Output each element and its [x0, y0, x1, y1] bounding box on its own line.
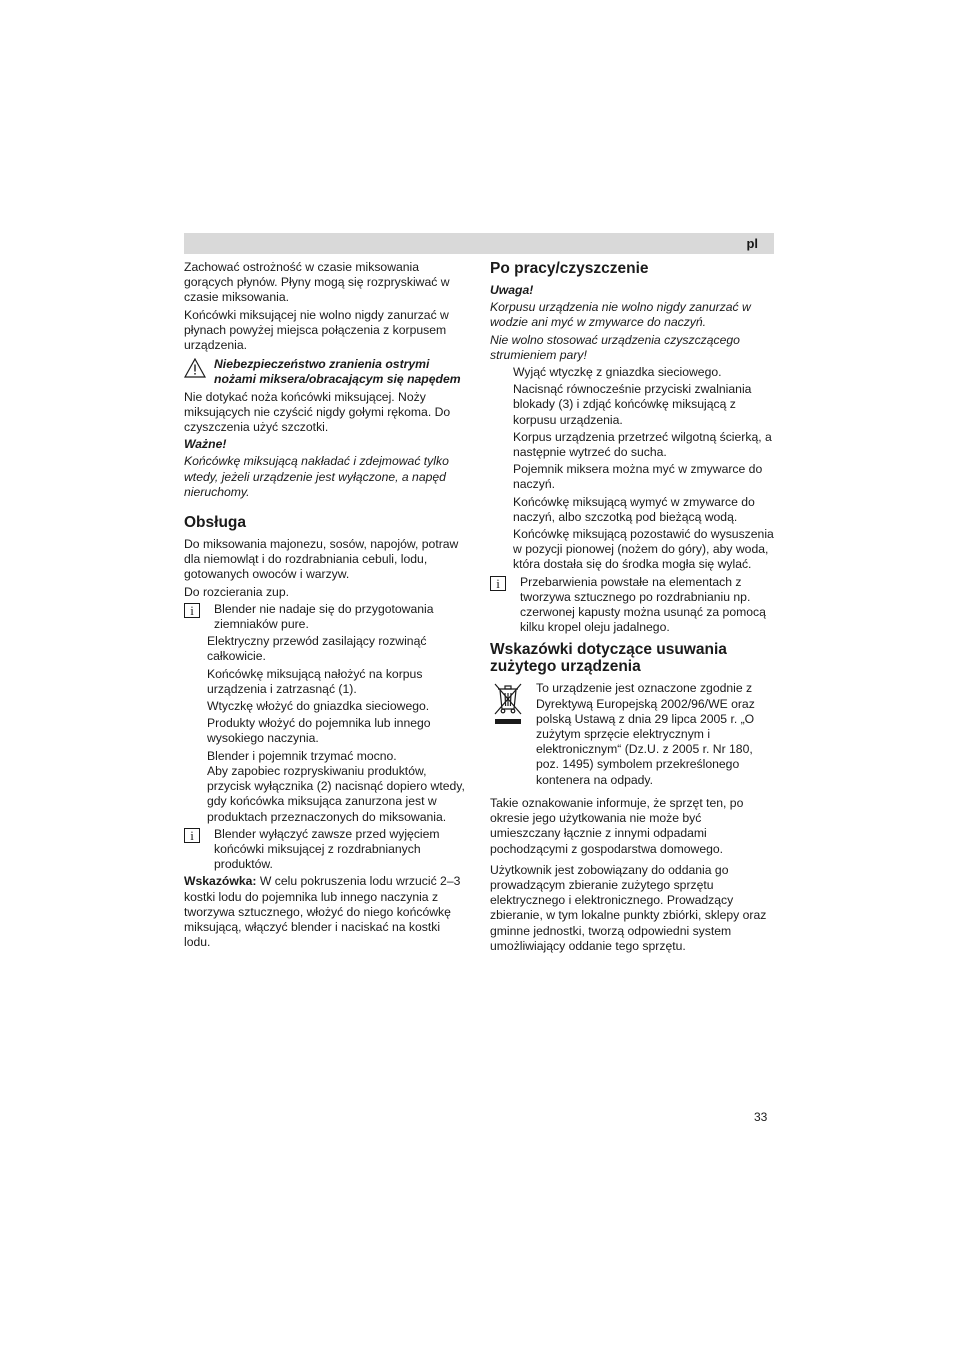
info-icon: i — [184, 603, 200, 618]
step-item: Produkty włożyć do pojemnika lub innego wysokiego naczynia. — [207, 716, 431, 746]
disposal-paragraph-2: Użytkownik jest zobowiązany do oddania go prowadzącym zbieranie zużytego sprzętu elektrycznego i elektronicznego. Prowadzący zbieranie, w tym lokalne punkty zbiórki, sklepy oraz gminne jednostki, tworzą odpowiedni system umożliwiający oddanie tego sprzętu. — [490, 862, 767, 953]
step-item: Pojemnik miksera można myć w zmywarce do naczyń. — [513, 462, 763, 492]
tip-label: Wskazówka: — [184, 874, 257, 889]
attention-label: Uwaga! — [490, 283, 534, 297]
step-item: Końcówkę miksującą nałożyć na korpus urządzenia i zatrzasnąć (1). — [207, 666, 423, 696]
step-item: Wtyczkę włożyć do gniazdka sieciowego. — [207, 699, 430, 714]
step-item: Wyjąć wtyczkę z gniazdka sieciowego. — [513, 365, 722, 380]
section-title-obsluga: Obsługa — [184, 514, 247, 532]
left-column — [184, 260, 466, 952]
info-note-1 — [184, 602, 466, 632]
language-header-bar — [184, 233, 774, 254]
warning-text: Nie dotykać noża końcówki miksującej. Noży miksujących nie czyścić nigdy gołymi rękoma. Do czyszczenia użyć szczotki. — [184, 389, 451, 435]
info-icon: i — [490, 576, 506, 591]
important-text: Końcówkę miksującą nakładać i zdejmować tylko wtedy, jeżeli urządzenie jest wyłączone, a napęd nieruchomy. — [184, 454, 449, 499]
info-icon: i — [184, 828, 200, 843]
info-note-3 — [490, 575, 774, 636]
warning-triangle-icon — [184, 358, 206, 378]
intro-paragraph-2: Końcówki miksującej nie wolno nigdy zanurzać w płynach powyżej miejsca połączenia z korpusem urządzenia. — [184, 307, 449, 353]
step-item: Aby zapobiec rozpryskiwaniu produktów, przycisk wyłącznika (2) nacisnąć dopiero wtedy, gdy końcówka miksująca zanurzona jest w produktach przeznaczonych do miksowania. — [207, 763, 465, 824]
step-item: Elektryczny przewód zasilający rozwinąć całkowicie. — [207, 634, 427, 664]
attention-text: Korpusu urządzenia nie wolno nigdy zanurzać w wodzie ani myć w zmywarce do naczyń. — [490, 300, 751, 330]
section-title-disposal: Wskazówki dotyczące usuwania zużytego urządzenia — [490, 641, 727, 676]
tip-text: W celu pokruszenia lodu wrzucić 2–3 kostki lodu do pojemnika lub innego naczynia z tworzywa sztucznego, włożyć do niego końcówkę miksującą, włączyć blender i naciskać na kostki lodu. — [184, 874, 461, 950]
info-note-2 — [184, 827, 466, 873]
injury-warning — [184, 357, 466, 387]
weee-notice-text: To urządzenie jest oznaczone zgodnie z Dyrektywą Europejską 2002/96/WE oraz polską Ustawą z dnia 29 lipca 2005 r. „O zużytym sprzęcie elektrycznym i elektronicznym“ (Dz.U. z 2005 r. Nr 180, poz. 1495) symbolem przekreślonego kontenera na odpady. — [536, 681, 755, 787]
page-number: 33 — [754, 1110, 768, 1124]
intro-paragraph-1: Zachować ostrożność w czasie miksowania gorących płynów. Płyny mogą się rozpryskiwać w czasie miksowania. — [184, 260, 450, 305]
section-title-cleaning: Po pracy/czyszczenie — [490, 260, 649, 277]
obsluga-intro-2: Do rozcierania zup. — [184, 584, 289, 599]
info-note-text: Blender wyłączyć zawsze przed wyjęciem końcówki miksującej z rozdrabnianych produktów. — [214, 826, 440, 872]
weee-notice — [490, 681, 774, 787]
important-label: Ważne! — [184, 437, 227, 452]
crossed-bin-icon — [492, 681, 524, 725]
step-item: Końcówkę miksującą wymyć w zmywarce do naczyń, albo szczotką pod bieżącą wodą. — [513, 494, 755, 524]
warning-title: Niebezpieczeństwo zranienia ostrymi nożami miksera/obracającym się napędem — [214, 357, 461, 387]
info-note-text: Blender nie nadaje się do przygotowania ziemniaków pure. — [214, 601, 434, 632]
language-code: pl — [746, 236, 758, 251]
attention-text: Nie wolno stosować urządzenia czyszczącego strumieniem pary! — [490, 332, 740, 362]
right-column — [490, 260, 774, 956]
step-item: Końcówkę miksującą pozostawić do wysuszenia w pozycji pionowej (nożem do góry), aby woda, która dostała się do środka mogła się wylać. — [513, 527, 774, 572]
step-item: Blender i pojemnik trzymać mocno. — [207, 748, 397, 763]
obsluga-intro: Do miksowania majonezu, sosów, napojów, potraw dla niemowląt i do rozdrabniania cebuli, lodu, gotowanych owoców i warzyw. — [184, 537, 459, 582]
disposal-paragraph-1: Takie oznakowanie informuje, że sprzęt ten, po okresie jego użytkowania nie może być umieszczany łącznie z innymi odpadami pochodzącymi z gospodarstwa domowego. — [490, 795, 744, 856]
step-item: Nacisnąć równocześnie przyciski zwalniania blokady (3) i zdjąć końcówkę miksującą z korpusu urządzenia. — [513, 382, 752, 427]
step-item: Korpus urządzenia przetrzeć wilgotną ścierką, a następnie wytrzeć do sucha. — [513, 429, 772, 460]
tip-paragraph — [184, 874, 466, 950]
info-note-text: Przebarwienia powstałe na elementach z tworzywa sztucznego po rozdrabnianiu np. czerwonej kapusty można usunąć za pomocą kilku kropel oleju jadalnego. — [520, 574, 766, 635]
